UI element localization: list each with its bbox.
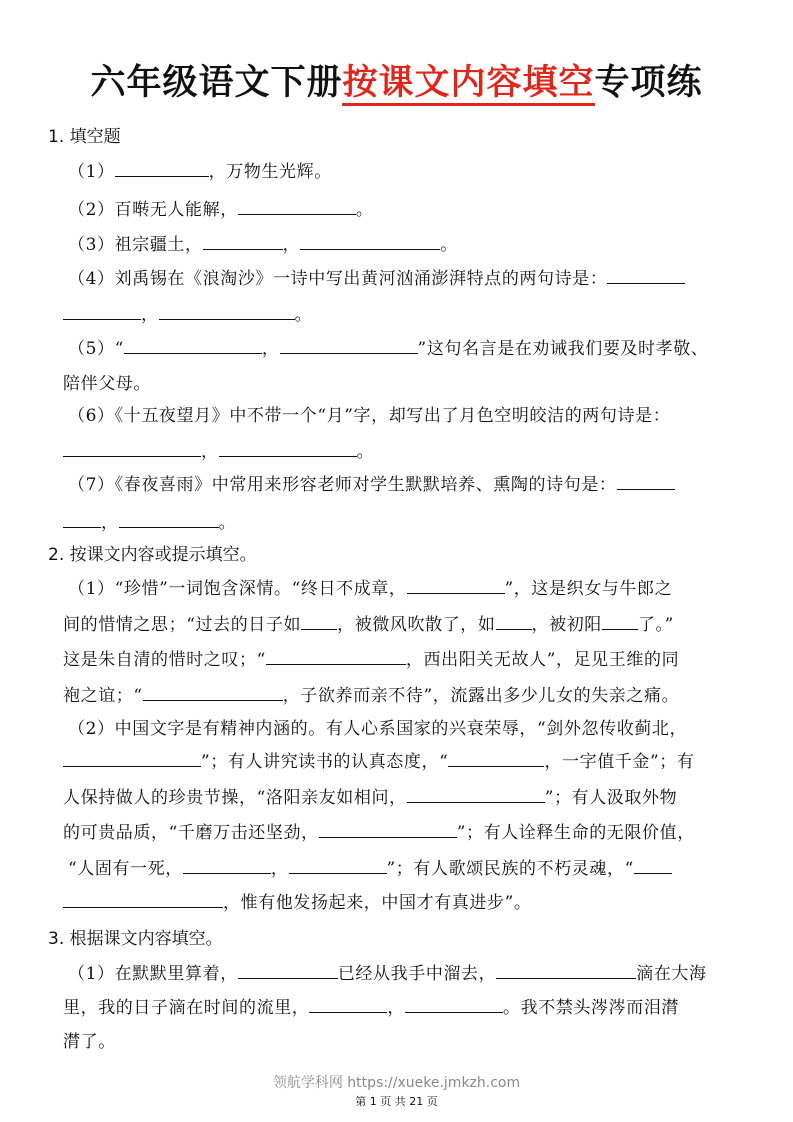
answer-blank[interactable] <box>634 858 672 874</box>
answer-blank[interactable] <box>448 751 544 767</box>
s1-q1: （1） ，万物生光辉。 <box>68 162 332 182</box>
answer-blank[interactable] <box>266 649 406 665</box>
answer-blank[interactable] <box>63 304 141 320</box>
s2-line-8: 的可贵品质，“千磨万击还坚劲， ”；有人诠释生命的无限价值， <box>63 823 695 843</box>
s1-q4: （4）刘禹锡在《浪淘沙》一诗中写出黄河汹涌澎湃特点的两句诗是： <box>68 264 685 289</box>
s1-q5-cont: 陪伴父母。 <box>63 374 151 394</box>
s2-line-9: “人固有一死， ， ”；有人歌颂民族的不朽灵魂，“ <box>68 854 672 879</box>
answer-blank[interactable] <box>319 822 457 838</box>
answer-blank[interactable] <box>301 614 337 630</box>
s2-line-6: ”；有人讲究读书的认真态度，“ ，一字值千金”；有 <box>63 747 694 772</box>
page-number: 第 1 页 共 21 页 <box>355 1095 438 1108</box>
answer-blank[interactable] <box>219 441 357 457</box>
s1-q7: （7）《春夜喜雨》中常用来形容老师对学生默默培养、熏陶的诗句是： <box>68 470 675 495</box>
answer-blank[interactable] <box>407 578 505 594</box>
answer-blank[interactable] <box>407 787 545 803</box>
answer-blank[interactable] <box>496 614 532 630</box>
s1-q6: （6）《十五夜望月》中不带一个“月”字，却写出了月色空明皎洁的两句诗是： <box>68 406 671 426</box>
answer-blank[interactable] <box>496 963 636 979</box>
answer-blank[interactable] <box>63 441 201 457</box>
s2-line-5: （2）中国文字是有精神内涵的。有人心系国家的兴衰荣辱，“剑外忽传收蓟北， <box>68 719 688 739</box>
page-title <box>0 55 793 105</box>
s3-line-2: 里，我的日子滴在时间的流里， ， 。我不禁头涔涔而泪潸 <box>63 998 680 1018</box>
s3-line-3: 潸了。 <box>63 1032 116 1052</box>
s1-q7-cont: ， 。 <box>63 508 236 533</box>
s1-q4-cont: ， 。 <box>63 300 312 325</box>
s2-line-3: 这是朱自清的惜时之叹；“ ，西出阳关无故人”，足见王维的同 <box>63 650 680 670</box>
s1-q2: （2）百啭无人能解， 。 <box>68 200 374 220</box>
answer-blank[interactable] <box>124 338 262 354</box>
answer-blank[interactable] <box>280 338 418 354</box>
answer-blank[interactable] <box>119 512 219 528</box>
answer-blank[interactable] <box>607 268 685 284</box>
section-1-heading: 1. 填空题 <box>48 127 121 147</box>
answer-blank[interactable] <box>300 234 440 250</box>
answer-blank[interactable] <box>159 304 295 320</box>
answer-blank[interactable] <box>289 858 387 874</box>
answer-blank[interactable] <box>238 199 356 215</box>
s2-line-2: 间的惜情之思；“过去的日子如 ，被微风吹散了，如 ，被初阳 了。” <box>63 615 674 635</box>
title-text-2: 专项练 <box>594 63 703 103</box>
answer-blank[interactable] <box>238 963 338 979</box>
s2-line-4: 袍之谊；“ ，子欲养而亲不待”，流露出多少儿女的失亲之痛。 <box>63 686 680 706</box>
answer-blank[interactable] <box>63 512 101 528</box>
s2-line-1: （1）“珍惜”一词饱含深情。“终日不成章， ”，这是织女与牛郎之 <box>68 579 673 599</box>
answer-blank[interactable] <box>405 997 503 1013</box>
answer-blank[interactable] <box>617 474 675 490</box>
answer-blank[interactable] <box>183 858 271 874</box>
s1-q3: （3）祖宗疆土， ， 。 <box>68 235 458 255</box>
s2-line-10: ，惟有他发扬起来，中国才有真进步”。 <box>63 888 532 913</box>
title-text-1: 六年级语文下册 <box>90 63 343 103</box>
section-2-heading: 2. 按课文内容或提示填空。 <box>48 545 257 565</box>
footer-site: 领航学科网 https://xueke.jmkzh.com <box>272 1075 521 1091</box>
answer-blank[interactable] <box>309 997 387 1013</box>
answer-blank[interactable] <box>203 234 283 250</box>
s3-line-1: （1）在默默里算着， 已经从我手中溜去， 滴在大海 <box>68 964 707 984</box>
answer-blank[interactable] <box>602 614 638 630</box>
answer-blank[interactable] <box>115 161 209 177</box>
s2-line-7: 人保持做人的珍贵节操，“洛阳亲友如相问， ”；有人汲取外物 <box>63 788 678 808</box>
section-3-heading: 3. 根据课文内容填空。 <box>48 929 223 949</box>
s1-q5: （5）“ ， ”这句名言是在劝诫我们要及时孝敬、 <box>68 339 709 359</box>
answer-blank[interactable] <box>63 892 223 908</box>
answer-blank[interactable] <box>63 751 201 767</box>
title-highlight: 按课文内容填空 <box>342 63 594 106</box>
s1-q6-cont: ， 。 <box>63 437 374 462</box>
answer-blank[interactable] <box>143 685 283 701</box>
